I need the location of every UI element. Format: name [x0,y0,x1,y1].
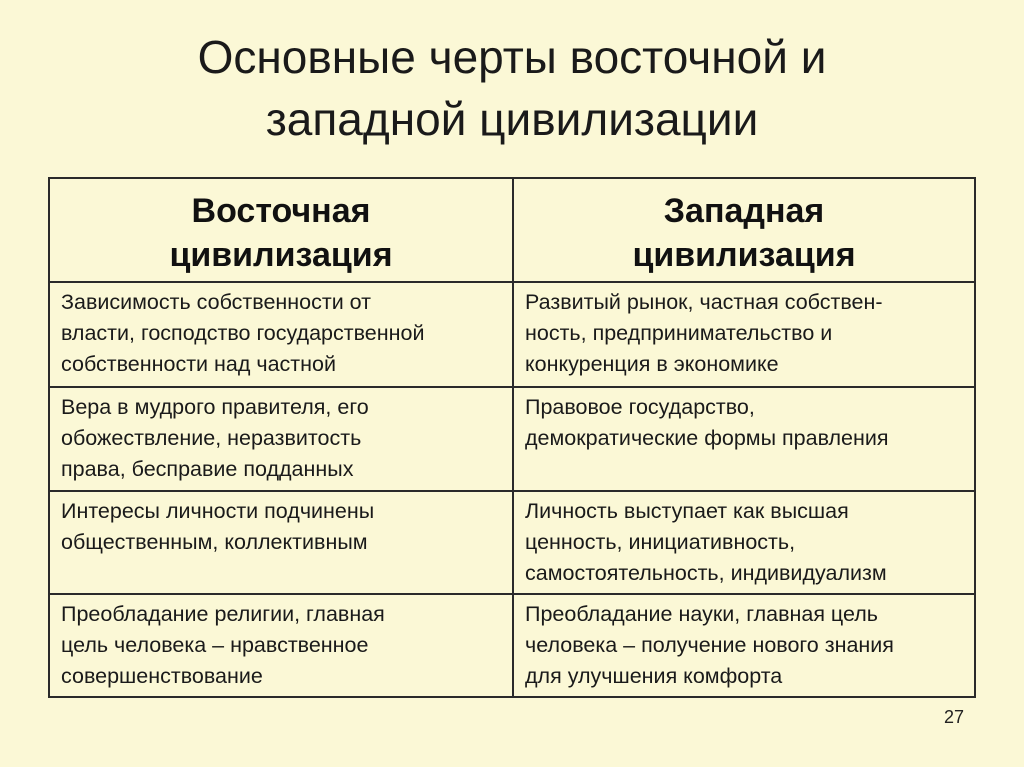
cell-line: Интересы личности подчинены [61,499,375,523]
header-eastern-civilization [49,178,513,282]
slide-title-line-1: Основные черты восточной и [197,31,827,83]
cell-line: власти, господство государственной [61,321,425,345]
header-line: цивилизация [169,236,393,274]
header-western-civilization [513,178,975,282]
cell-west-science [513,594,975,697]
header-line: цивилизация [632,236,856,274]
cell-line: общественным, коллективным [61,530,368,554]
cell-east-religion [49,594,513,697]
cell-west-market [513,282,975,387]
cell-east-personality [49,491,513,594]
table-row [49,282,975,387]
cell-line: совершенствование [61,664,263,688]
cell-east-ruler [49,387,513,491]
page-number: 27 [943,707,964,727]
cell-west-personality [513,491,975,594]
cell-east-property [49,282,513,387]
cell-line: цель человека – нравственное [61,633,369,657]
comparison-table [48,177,976,698]
cell-line: Преобладание науки, главная цель [525,602,878,626]
cell-line: Личность выступает как высшая [525,499,849,523]
cell-line: демократические формы правления [525,426,889,450]
cell-line: для улучшения комфорта [525,664,783,688]
table-header-row [49,178,975,282]
cell-line: Правовое государство, [525,395,755,419]
cell-line: ценность, инициативность, [525,530,796,554]
table-row [49,491,975,594]
table-row [49,387,975,491]
cell-line: ность, предпринимательство и [525,321,833,345]
slide-title [0,26,1024,150]
cell-line: Вера в мудрого правителя, его [61,395,369,419]
table-row [49,594,975,697]
slide-title-line-2: западной цивилизации [265,93,759,145]
cell-line: Развитый рынок, частная собствен- [525,290,883,314]
header-line: Восточная [191,192,371,230]
cell-line: Зависимость собственности от [61,290,372,314]
cell-line: самостоятельность, индивидуализм [525,561,887,585]
cell-line: человека – получение нового знания [525,633,894,657]
cell-line: собственности над частной [61,352,336,376]
header-line: Западная [663,192,825,230]
cell-line: права, бесправие подданных [61,457,354,481]
cell-line: Преобладание религии, главная [61,602,385,626]
cell-line: обожествление, неразвитость [61,426,362,450]
cell-west-law-state [513,387,975,491]
cell-line: конкуренция в экономике [525,352,779,376]
